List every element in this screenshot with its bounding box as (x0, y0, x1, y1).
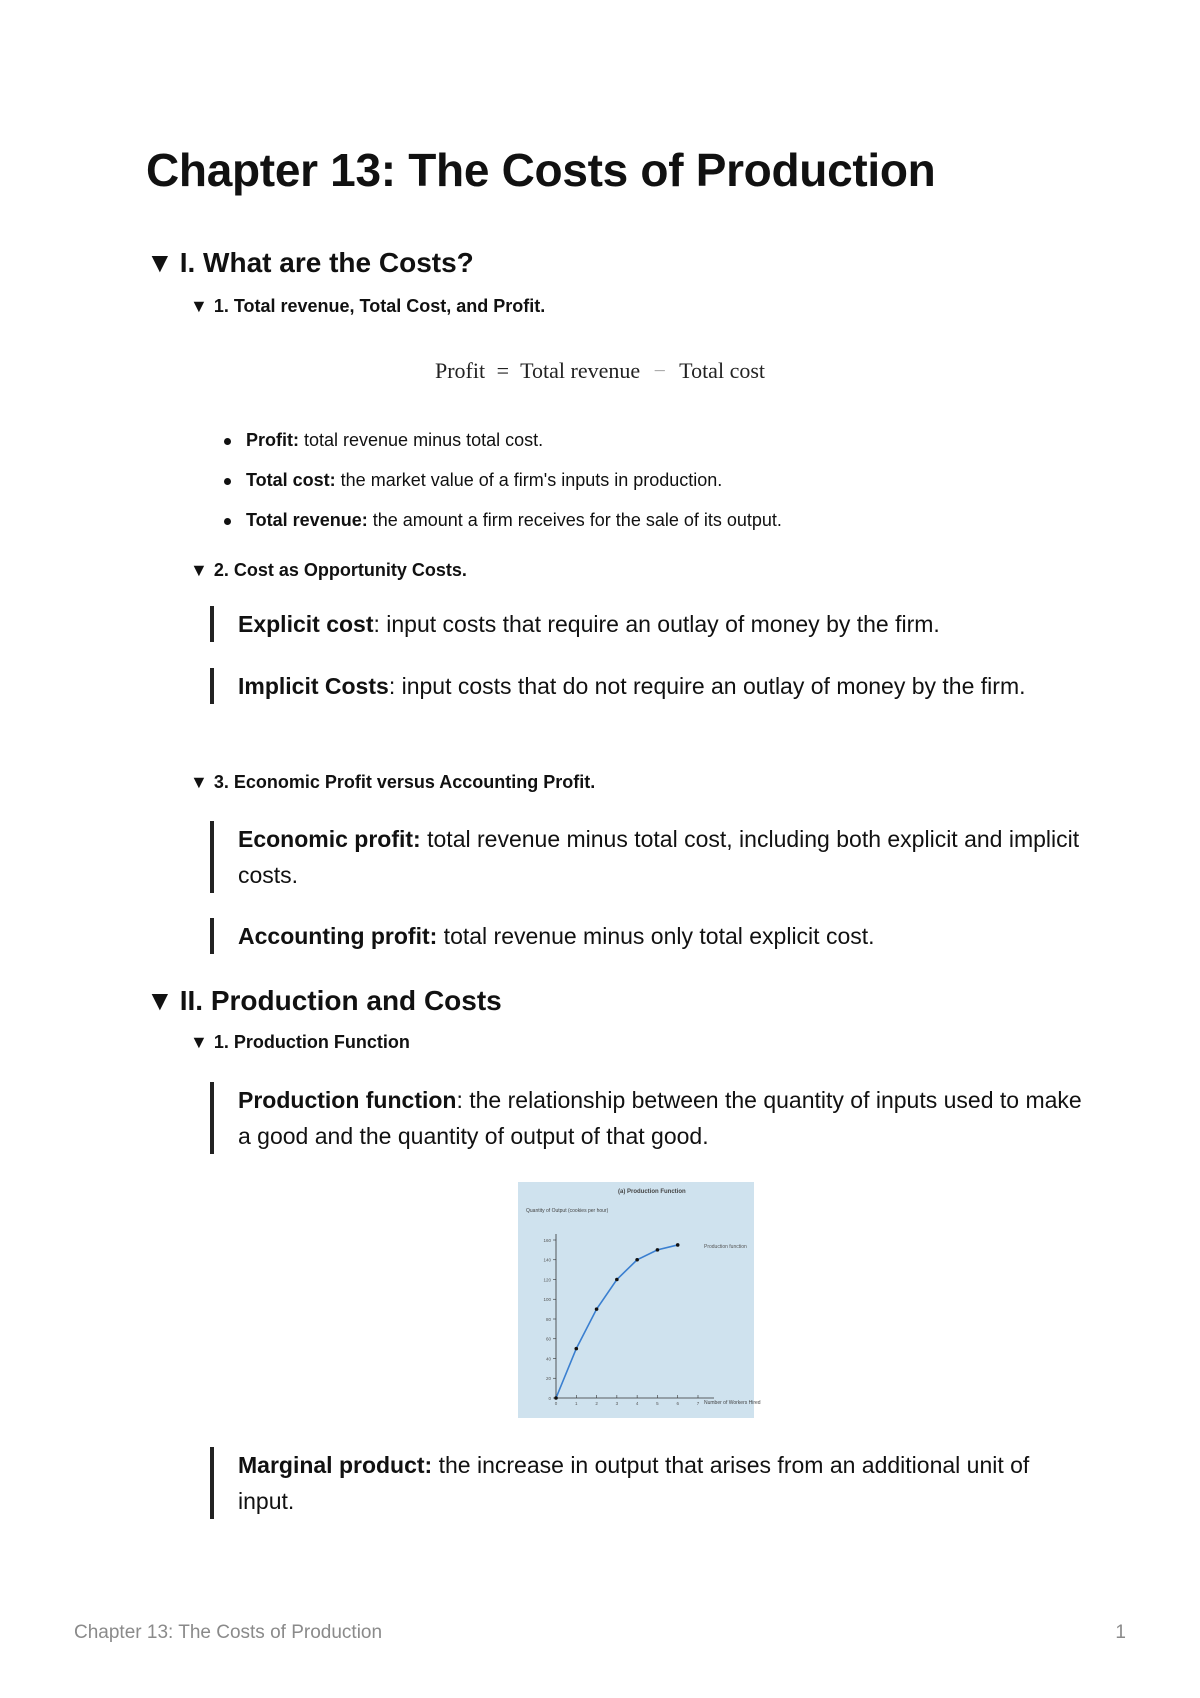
page-number: 1 (1115, 1622, 1126, 1643)
x-tick-label: 2 (595, 1401, 598, 1406)
x-tick-label: 7 (696, 1401, 700, 1406)
x-tick-label: 1 (575, 1401, 578, 1406)
data-point (554, 1396, 558, 1400)
toggle-triangle-icon[interactable]: ▼ (146, 247, 174, 278)
y-axis-label: Quantity of Output (cookies per hour) (526, 1208, 609, 1214)
quote-text: : input costs that require an outlay of money by the firm. (373, 611, 940, 637)
production-function-line (556, 1245, 678, 1398)
x-tick-label: 3 (615, 1401, 619, 1406)
y-tick-label: 20 (545, 1376, 551, 1382)
chart-title: (a) Production Function (618, 1189, 686, 1195)
y-tick-label: 140 (543, 1257, 551, 1263)
quote-text: : the relationship between the quantity of inputs used to make a good and the quantity of output of that good. (238, 1087, 1082, 1149)
page-title: Chapter 13: The Costs of Production (146, 144, 936, 196)
data-point (676, 1243, 680, 1247)
section-heading-1[interactable] (146, 246, 474, 280)
data-point (635, 1258, 639, 1262)
y-tick-label: 0 (548, 1395, 551, 1401)
y-tick-label: 100 (543, 1297, 551, 1303)
subsection-title: 1. Total revenue, Total Cost, and Profit. (213, 296, 546, 316)
quote-term: Production function (238, 1087, 457, 1113)
quote-term: Marginal product: (238, 1452, 433, 1478)
formula-term-revenue: Total revenue (520, 358, 641, 383)
quote-text: total revenue minus only total explicit cost. (437, 923, 875, 949)
list-item-term: Total revenue: (246, 510, 368, 530)
formula-lhs: Profit (434, 358, 486, 383)
subsection-title: 3. Economic Profit versus Accounting Profit. (213, 772, 596, 792)
data-point (595, 1307, 599, 1311)
subsection-heading-1-1[interactable] (190, 294, 545, 318)
section-title: II. Production and Costs (179, 985, 502, 1016)
quote-explicit-cost (210, 606, 1088, 642)
subsection-heading-1-2[interactable] (190, 558, 467, 582)
quote-term: Implicit Costs (238, 673, 389, 699)
quote-production-function (210, 1082, 1088, 1154)
subsection-title: 2. Cost as Opportunity Costs. (213, 560, 467, 580)
profit-formula (0, 358, 1200, 384)
y-tick-label: 160 (543, 1237, 551, 1243)
data-point (574, 1347, 578, 1351)
quote-economic-profit (210, 821, 1088, 893)
definition-list (222, 428, 782, 548)
y-tick-label: 60 (545, 1336, 551, 1342)
production-function-chart (518, 1182, 761, 1418)
formula-term-cost: Total cost (679, 358, 766, 383)
list-item-term: Profit: (246, 430, 299, 450)
list-item-text: total revenue minus total cost. (299, 430, 544, 450)
list-item-text: the market value of a firm's inputs in production. (335, 470, 723, 490)
y-tick-label: 120 (543, 1277, 551, 1283)
x-axis-label: Number of Workers Hired (704, 1400, 761, 1406)
x-tick-label: 0 (554, 1401, 558, 1406)
formula-equals: = (496, 358, 510, 383)
production-function-figure (518, 1182, 761, 1418)
quote-term: Accounting profit: (238, 923, 438, 949)
quote-implicit-costs (210, 668, 1088, 704)
x-tick-label: 5 (656, 1401, 659, 1406)
quote-text: : input costs that do not require an outlay of money by the firm. (388, 673, 1026, 699)
x-tick-label: 4 (635, 1401, 639, 1406)
toggle-triangle-icon[interactable]: ▼ (190, 296, 208, 316)
data-point (656, 1248, 660, 1252)
list-item (222, 428, 782, 452)
list-item (222, 468, 782, 492)
list-item (222, 508, 782, 532)
y-tick-label: 80 (545, 1316, 551, 1322)
toggle-triangle-icon[interactable]: ▼ (146, 985, 174, 1016)
quote-text: total revenue minus total cost, including both explicit and implicit costs. (238, 826, 1080, 888)
chart-marks (554, 1243, 679, 1400)
y-tick-label: 40 (545, 1356, 551, 1362)
x-tick-label: 6 (676, 1401, 679, 1406)
quote-term: Economic profit: (238, 826, 421, 852)
section-title: I. What are the Costs? (179, 247, 474, 278)
formula-minus: − (653, 358, 667, 383)
quote-accounting-profit (210, 918, 1088, 954)
curve-label: Production function (704, 1244, 747, 1250)
list-item-text: the amount a firm receives for the sale of its output. (367, 510, 782, 530)
list-item-term: Total cost: (246, 470, 336, 490)
quote-term: Explicit cost (238, 611, 374, 637)
subsection-title: 1. Production Function (213, 1032, 410, 1052)
chart-axes (543, 1234, 714, 1406)
quote-marginal-product (210, 1447, 1088, 1519)
subsection-heading-2-1[interactable] (190, 1030, 410, 1054)
toggle-triangle-icon[interactable]: ▼ (190, 772, 208, 792)
quote-text: the increase in output that arises from an additional unit of input. (238, 1452, 1030, 1514)
data-point (615, 1278, 619, 1282)
subsection-heading-1-3[interactable] (190, 770, 595, 794)
footer-title: Chapter 13: The Costs of Production (74, 1622, 383, 1643)
toggle-triangle-icon[interactable]: ▼ (190, 1032, 208, 1052)
section-heading-2[interactable] (146, 984, 502, 1018)
toggle-triangle-icon[interactable]: ▼ (190, 560, 208, 580)
